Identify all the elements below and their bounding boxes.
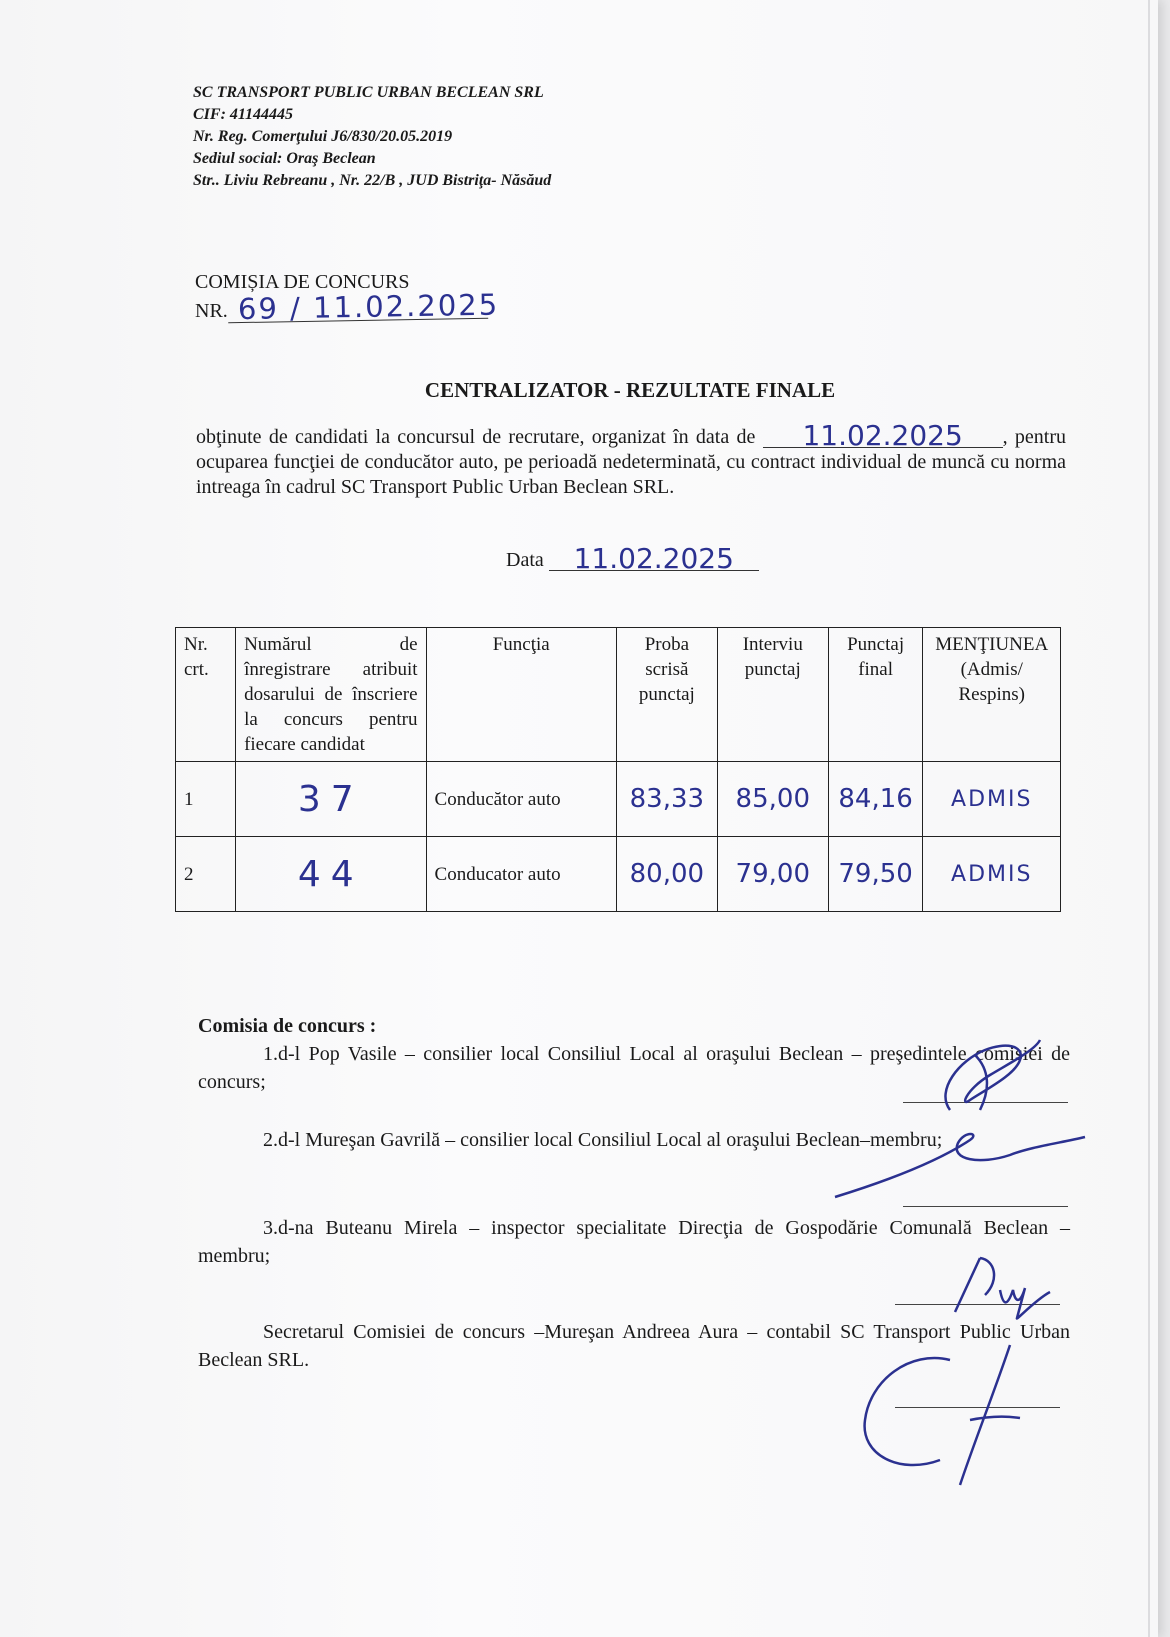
commission-number: 69 / 11.02.2025 xyxy=(228,292,488,324)
row-nr: 1 xyxy=(176,762,236,837)
commission-block xyxy=(195,270,500,327)
signature-secretary xyxy=(860,1340,1040,1490)
member-3: 3.d-na Buteanu Mirela – inspector specialitate Direcţia de Gospodărie Comunală Beclean – membru; xyxy=(198,1217,1070,1267)
table-row xyxy=(176,837,1061,912)
signature-member-3 xyxy=(945,1250,1055,1320)
company-reg: Nr. Reg. Comerţului J6/830/20.05.2019 xyxy=(193,128,453,145)
member-2: 2.d-l Mureşan Gavrilă – consilier local Consiliul Local al oraşului Beclean–membru; xyxy=(263,1129,943,1151)
row-written-score: 80,00 xyxy=(616,837,717,912)
signature-line-2 xyxy=(903,1206,1068,1207)
signature-president xyxy=(930,1030,1050,1120)
col-function: Funcţia xyxy=(426,628,616,762)
company-seat: Sediul social: Oraş Beclean xyxy=(193,150,376,167)
col-nr: Nr. crt. xyxy=(176,628,236,762)
intro-comma: , xyxy=(1002,426,1008,448)
col-registration: Numărul de înregistrare atribuit dosarului de înscriere la concurs pentru fiecare candidat xyxy=(236,628,426,762)
company-street: Str.. Liviu Rebreanu , Nr. 22/B , JUD Bistriţa- Năsăud xyxy=(193,172,552,189)
row-function: Conducător auto xyxy=(426,762,616,837)
members-heading: Comisia de concurs : xyxy=(198,1015,377,1037)
col-written: Proba scrisă punctaj xyxy=(616,628,717,762)
col-final: Punctaj final xyxy=(828,628,923,762)
row-final-score: 79,50 xyxy=(828,837,923,912)
row-written-score: 83,33 xyxy=(616,762,717,837)
col-mention: MENŢIUNEA (Admis/ Respins) xyxy=(923,628,1061,762)
date-line xyxy=(506,542,759,575)
commission-label: COMIȘIA DE CONCURS xyxy=(195,271,410,293)
row-interview-score: 79,00 xyxy=(717,837,828,912)
row-registration: 44 xyxy=(236,837,426,912)
results-table xyxy=(175,627,1061,912)
member-president: 1.d-l Pop Vasile – consilier local Consiliul Local al oraşului Beclean – preşedintele comisiei de concurs; xyxy=(198,1043,1070,1093)
contest-date: 11.02.2025 xyxy=(763,425,1003,448)
table-header-row xyxy=(176,628,1061,762)
intro-text-2: pentru ocuparea funcţiei de conducător auto, pe perioadă nedeterminată, cu contract individual de muncă cu norma intreaga în cadrul SC Transport Public Urban Beclean SRL. xyxy=(196,426,1067,498)
col-interview: Interviu punctaj xyxy=(717,628,828,762)
commission-number-prefix: NR. xyxy=(195,300,228,322)
row-final-score: 84,16 xyxy=(828,762,923,837)
date-value: 11.02.2025 xyxy=(549,548,759,571)
signature-member-2 xyxy=(830,1125,1090,1205)
intro-text-1: obţinute de candidati la concursul de recrutare, organizat în data de xyxy=(196,426,756,448)
row-status: ADMIS xyxy=(923,837,1061,912)
row-registration: 37 xyxy=(236,762,426,837)
commission-number-line xyxy=(195,287,500,327)
secretary: Secretarul Comisiei de concurs –Mureşan Andreea Aura – contabil SC Transport Public Urban Beclean SRL. xyxy=(198,1321,1070,1371)
company-name: SC TRANSPORT PUBLIC URBAN BECLEAN SRL xyxy=(193,84,544,101)
row-interview-score: 85,00 xyxy=(717,762,828,837)
row-status: ADMIS xyxy=(923,762,1061,837)
row-nr: 2 xyxy=(176,837,236,912)
document-title: CENTRALIZATOR - REZULTATE FINALE xyxy=(424,378,836,402)
page-edge xyxy=(1148,0,1150,1637)
date-label: Data xyxy=(506,549,544,571)
table-row xyxy=(176,762,1061,837)
company-cif: CIF: 41144445 xyxy=(193,106,294,123)
row-function: Conducator auto xyxy=(426,837,616,912)
intro-paragraph xyxy=(196,419,1067,500)
company-header xyxy=(193,82,551,192)
